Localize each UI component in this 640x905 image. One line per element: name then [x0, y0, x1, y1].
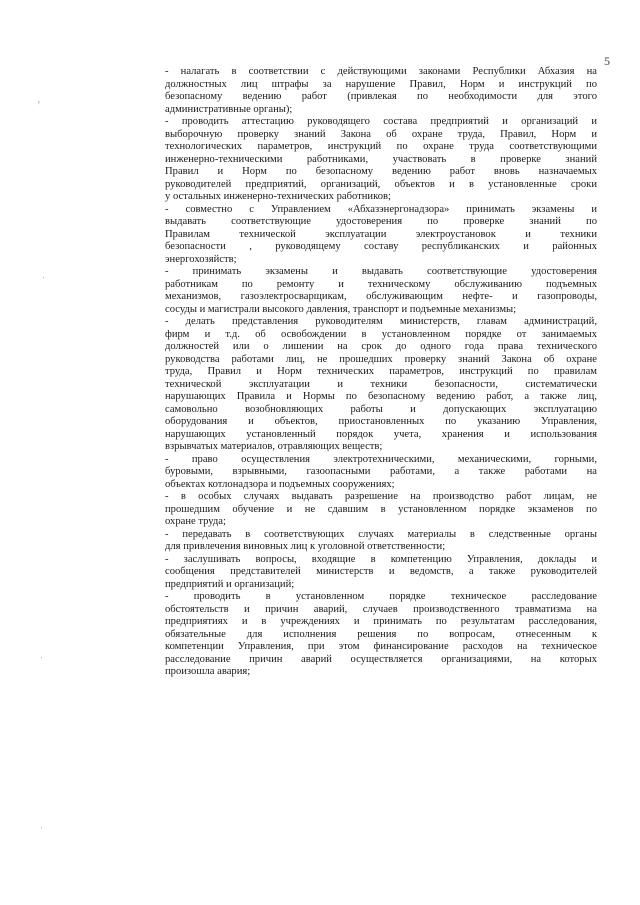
text-line: буровыми, взрывными, газоопасными работами, а также работами на: [165, 466, 597, 477]
text-line: должностей или о лишении на срок до одного года права технического: [165, 341, 597, 352]
text-line: - совместно с Управлением «Абхазэнергонадзора» принимать экзамены и: [165, 203, 597, 215]
text-line: расследование причин аварий осуществляется организациями, на которых: [165, 653, 597, 665]
text-line: выборочную проверку знаний Закона об охране труда, Правил, Норм и: [165, 128, 597, 140]
text-line: - налагать в соответствии с действующими законами Республики Абхазия на: [165, 66, 597, 77]
document-paragraph: [165, 116, 597, 204]
text-line: у остальных инженерно-технических работников;: [165, 191, 391, 202]
text-line: работникам по ремонту и техническому обслуживанию подъемных: [165, 278, 597, 290]
text-line: сосуды и магистрали высокого давления, транспорт и подъемные механизмы;: [165, 303, 517, 315]
text-line: произошла авария;: [165, 666, 251, 677]
document-paragraph: [165, 491, 597, 529]
text-line: руководства работами лиц, не прошедших проверку знаний Закона об охране: [165, 353, 597, 365]
text-line: должностных лиц штрафы за нарушение Правил, Норм и инструкций по: [165, 78, 597, 90]
document-paragraph: [165, 554, 597, 592]
text-line: самовольно возобновляющих работы и допускающих эксплуатацию: [165, 403, 597, 415]
text-line: инженерно-техническими работниками, участвовать в проверке знаний: [165, 153, 597, 165]
text-line: - делать представления руководителям министерств, главам администраций,: [165, 316, 597, 327]
page-number: 5: [604, 54, 610, 68]
text-line: руководителей предприятий, организаций, объектов и в установленные сроки: [165, 178, 597, 190]
text-line: охране труда;: [165, 516, 226, 527]
text-line: обязательные для исполнения решения по вопросам, отнесенным к: [165, 628, 597, 640]
text-line: обстоятельств и причин аварий, случаев производственного травматизма на: [165, 603, 597, 615]
text-line: нарушающих Правила и Нормы по безопасному ведению работ, а также лиц,: [165, 391, 597, 402]
document-paragraph: [165, 316, 597, 454]
document-paragraph: [165, 591, 597, 679]
text-line: административные органы);: [165, 103, 293, 115]
text-line: предприятиях и в учреждениях и принимать по результатам расследования,: [165, 616, 597, 627]
text-line: - проводить в установленном порядке техническое расследование: [165, 591, 597, 602]
text-line: для привлечения виновных лиц к уголовной ответственности;: [165, 541, 446, 552]
text-line: предприятий и организаций;: [165, 578, 295, 590]
text-line: - передавать в соответствующих случаях материалы в следственные органы: [165, 528, 597, 540]
document-paragraph: [165, 454, 597, 492]
text-line: компетенции Управления, при этом финансирование расходов на техническое: [165, 641, 597, 652]
document-paragraph: [165, 529, 597, 554]
text-line: Правил и Норм по безопасному ведению работ вновь назначаемых: [165, 166, 597, 177]
text-line: - проводить аттестацию руководящего состава предприятий и организаций и: [165, 116, 597, 127]
text-line: - принимать экзамены и выдавать соответствующие удостоверения: [165, 266, 597, 277]
text-line: взрывчатых материалов, отравляющих веществ;: [165, 441, 383, 452]
document-paragraph: [165, 66, 597, 116]
text-line: нарушающих установленный порядок учета, хранения и использования: [165, 428, 597, 440]
text-line: фирм и т.д. об освобождении в установленном порядке от занимаемых: [165, 328, 597, 340]
margin-mark: ꞌ: [38, 100, 40, 111]
text-line: прошедшим обучение и не сдавшим в установленном порядке экзаменов по: [165, 503, 597, 515]
margin-mark: ˌ: [40, 818, 44, 829]
text-line: труда, Правил и Норм технических параметров, инструкций по правилам: [165, 366, 597, 377]
text-line: Правилам технической эксплуатации электроустановок и техники: [165, 228, 597, 240]
text-line: безопасности , руководящему составу республиканских и районных: [165, 241, 597, 252]
text-line: объектах котлонадзора и подъемных сооружениях;: [165, 478, 395, 490]
text-line: технологических параметров, инструкций по охране труда соответствующими: [165, 141, 597, 152]
text-line: выдавать соответствующие удостоверения по проверке знаний по: [165, 216, 597, 227]
text-line: сообщения представителей министерств и ведомств, а также руководителей: [165, 566, 597, 577]
text-line: оборудования и объектов, приостановленных по указанию Управления,: [165, 416, 597, 427]
text-line: технической эксплуатации и техники безопасности, систематически: [165, 378, 597, 390]
document-body: [165, 66, 597, 679]
document-paragraph: [165, 266, 597, 316]
text-line: - заслушивать вопросы, входящие в компетенцию Управления, доклады и: [165, 553, 597, 565]
text-line: безопасному ведению работ (привлекая по необходимости для этого: [165, 91, 597, 102]
margin-mark: ˌ: [42, 268, 46, 279]
text-line: - право осуществления электротехническими, механическими, горными,: [165, 453, 597, 465]
text-line: - в особых случаях выдавать разрешение на производство работ лицам, не: [165, 491, 597, 502]
text-line: механизмов, газоэлектросварщикам, обслуживающим нефте- и газопроводы,: [165, 291, 597, 302]
text-line: энергохозяйств;: [165, 253, 237, 265]
document-paragraph: [165, 204, 597, 267]
margin-mark: ˌ: [40, 648, 44, 659]
